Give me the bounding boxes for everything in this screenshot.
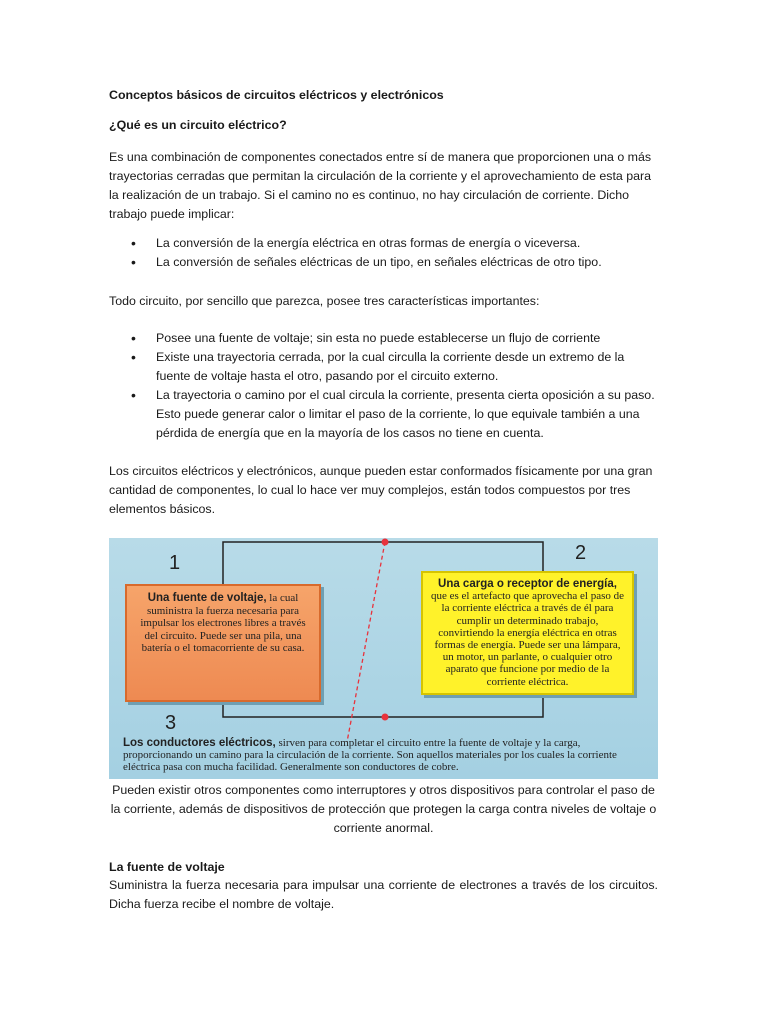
bullet-list-characteristics bbox=[109, 329, 658, 443]
bullet-icon: • bbox=[131, 254, 136, 270]
switch-line bbox=[347, 542, 385, 742]
switch-contact-bottom bbox=[382, 714, 389, 721]
section-question: ¿Qué es un circuito eléctrico? bbox=[109, 118, 287, 132]
list-item: • La conversión de señales eléctricas de un tipo, en señales eléctricas de otro tipo. bbox=[131, 254, 602, 270]
conductors-text: sirven para completar el circuito entre la fuente de voltaje y la carga, proporcionando un camino para la circulación de la corriente. Son aquellos materiales por los cuales la corriente eléctrica pasa con mucha facilidad. Generalmente son conductores de cobre. bbox=[123, 737, 617, 773]
figure-number-1: 1 bbox=[169, 552, 181, 574]
bullet-list-work bbox=[109, 234, 658, 272]
figure-number-3: 3 bbox=[165, 712, 177, 734]
voltage-source-title: Una fuente de voltaje, bbox=[147, 592, 267, 604]
bullet-icon: • bbox=[131, 235, 136, 251]
figure-number-2: 2 bbox=[575, 542, 587, 564]
circuit-diagram-figure bbox=[109, 538, 658, 779]
load-title: Una carga o receptor de energía, bbox=[438, 578, 617, 590]
paragraph-elements: Los circuitos eléctricos y electrónicos, aunque pueden estar conformados físicamente por una gran cantidad de componentes, lo cual lo hace ver muy complejos, están todos compuestos por tres elementos básicos. bbox=[109, 464, 653, 516]
list-item: • La conversión de la energía eléctrica en otras formas de energía o viceversa. bbox=[131, 235, 581, 251]
figure-caption: Pueden existir otros componentes como interruptores y otros dispositivos para controlar el paso de la corriente, además de dispositivos de protección que protegen la carga contra niveles de voltaje o corriente anormal. bbox=[110, 783, 657, 835]
bullet-icon: • bbox=[131, 387, 136, 403]
document-title: Conceptos básicos de circuitos eléctricos y electrónicos bbox=[109, 88, 444, 102]
switch-contact-top bbox=[382, 539, 389, 546]
load-box bbox=[421, 571, 634, 695]
voltage-source-text: la cual suministra la fuerza necesaria para impulsar los electrones libres a través del circuito. Puede ser una pila, una batería o el tomacorriente de su casa. bbox=[140, 592, 306, 654]
bullet-icon: • bbox=[131, 349, 136, 365]
voltage-source-box bbox=[125, 584, 321, 702]
list-item: • La trayectoria o camino por el cual circula la corriente, presenta cierta oposición a su paso. Esto puede generar calor o limitar el paso de la corriente, lo que equivale también a una pérdida de energía que en la mayoría de los casos no tiene en cuenta. bbox=[131, 387, 655, 440]
list-item: • Posee una fuente de voltaje; sin esta no puede establecerse un flujo de corriente bbox=[131, 330, 601, 346]
section-heading-voltage-source: La fuente de voltaje bbox=[109, 860, 225, 874]
bullet-icon: • bbox=[131, 330, 136, 346]
paragraph-voltage-source: Suministra la fuerza necesaria para impulsar una corriente de electrones a través de los circuitos. Dicha fuerza recibe el nombre de voltaje. bbox=[109, 878, 658, 911]
conductors-title: Los conductores eléctricos, bbox=[123, 737, 276, 749]
paragraph-characteristics: Todo circuito, por sencillo que parezca, posee tres características importantes: bbox=[109, 294, 540, 308]
list-item: • Existe una trayectoria cerrada, por la cual circulla la corriente desde un extremo de la fuente de voltaje hasta el otro, pasando por el circuito externo. bbox=[131, 349, 625, 383]
paragraph-definition: Es una combinación de componentes conectados entre sí de manera que proporcionen una o más trayectorias cerradas que permitan la circulación de la corriente y el aprovechamiento de esta para la realización de un trabajo. Si el camino no es continuo, no hay circulación de corriente. Dicho trabajo puede implicar: bbox=[109, 150, 652, 221]
conductors-text-block bbox=[123, 737, 648, 773]
load-text: que es el artefacto que aprovecha el paso de la corriente eléctrica a través de él para cumplir un determinado trabajo, convirtiendo la energía eléctrica en otras formas de energía. Puede ser una lámpara, un motor, un parlante, o cualquier otro aparato que funcione por medio de la corriente eléctrica. bbox=[430, 590, 624, 688]
